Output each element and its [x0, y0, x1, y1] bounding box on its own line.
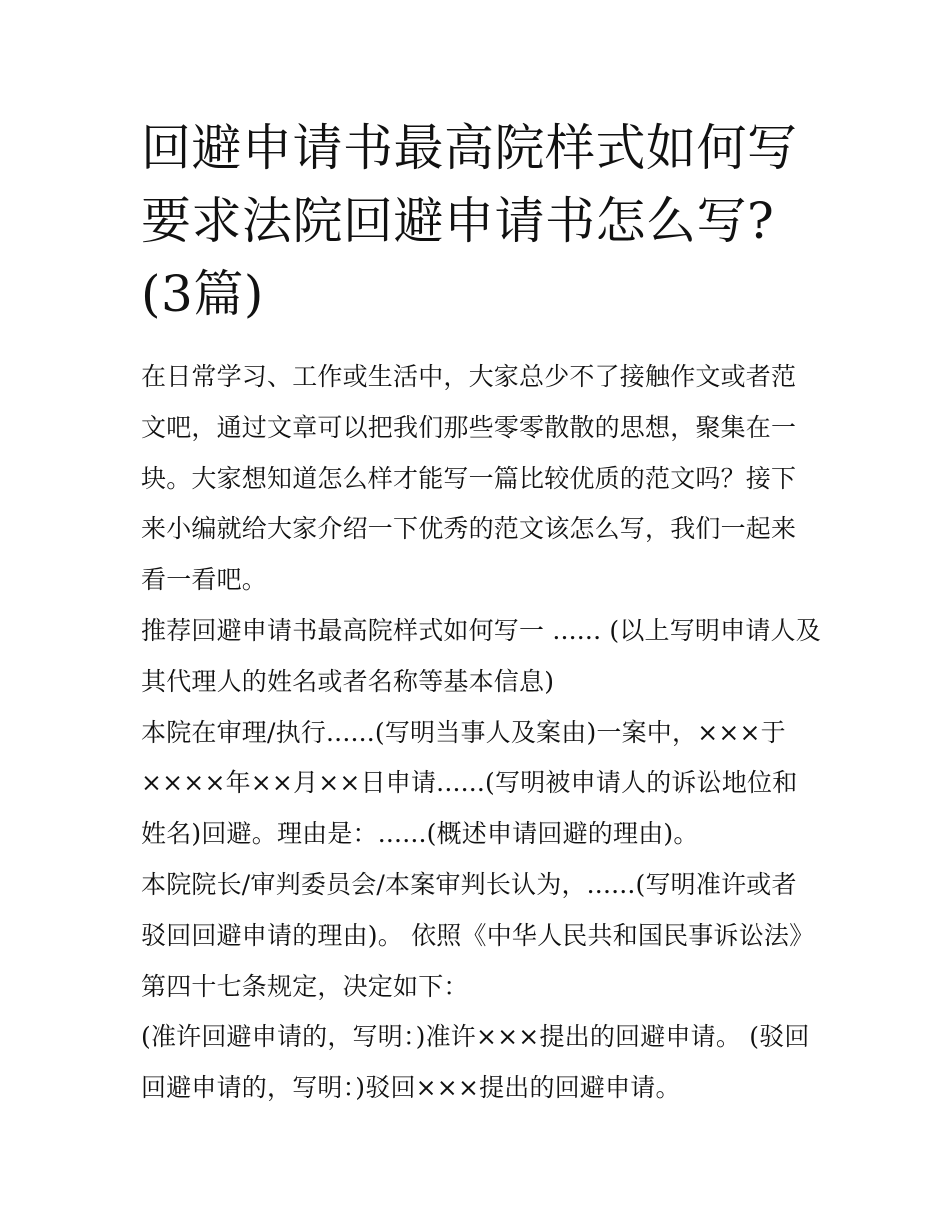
paragraph-recommend: 推荐回避申请书最高院样式如何写一 ...... (以上写明申请人及其代理人的姓名或者名称等基本信息) [141, 615, 821, 696]
document-body [141, 352, 821, 1114]
paragraph-intro: 在日常学习、工作或生活中，大家总少不了接触作文或者范文吧，通过文章可以把我们那些零零散散的思想，聚集在一块。大家想知道怎么样才能写一篇比较优质的范文吗？接下来小编就给大家介绍一下优秀的范文该怎么写，我们一起来看一看吧。 [141, 362, 797, 595]
paragraph-decision-basis: 本院院长/审判委员会/本案审判长认为，......(写明准许或者驳回回避申请的理由)。 依照《中华人民共和国民事诉讼法》第四十七条规定，决定如下： [141, 869, 815, 1001]
paragraph-case: 本院在审理/执行......(写明当事人及案由)一案中，×××于××××年××月××日申请......(写明被申请人的诉讼地位和姓名)回避。理由是：......(概述申请回避的理由)。 [141, 717, 798, 849]
paragraph-decision: (准许回避申请的，写明：)准许×××提出的回避申请。 (驳回回避申请的，写明：)驳回×××提出的回避申请。 [141, 1022, 810, 1103]
document-title: 回避申请书最高院样式如何写要求法院回避申请书怎么写?(3篇) [141, 119, 798, 323]
